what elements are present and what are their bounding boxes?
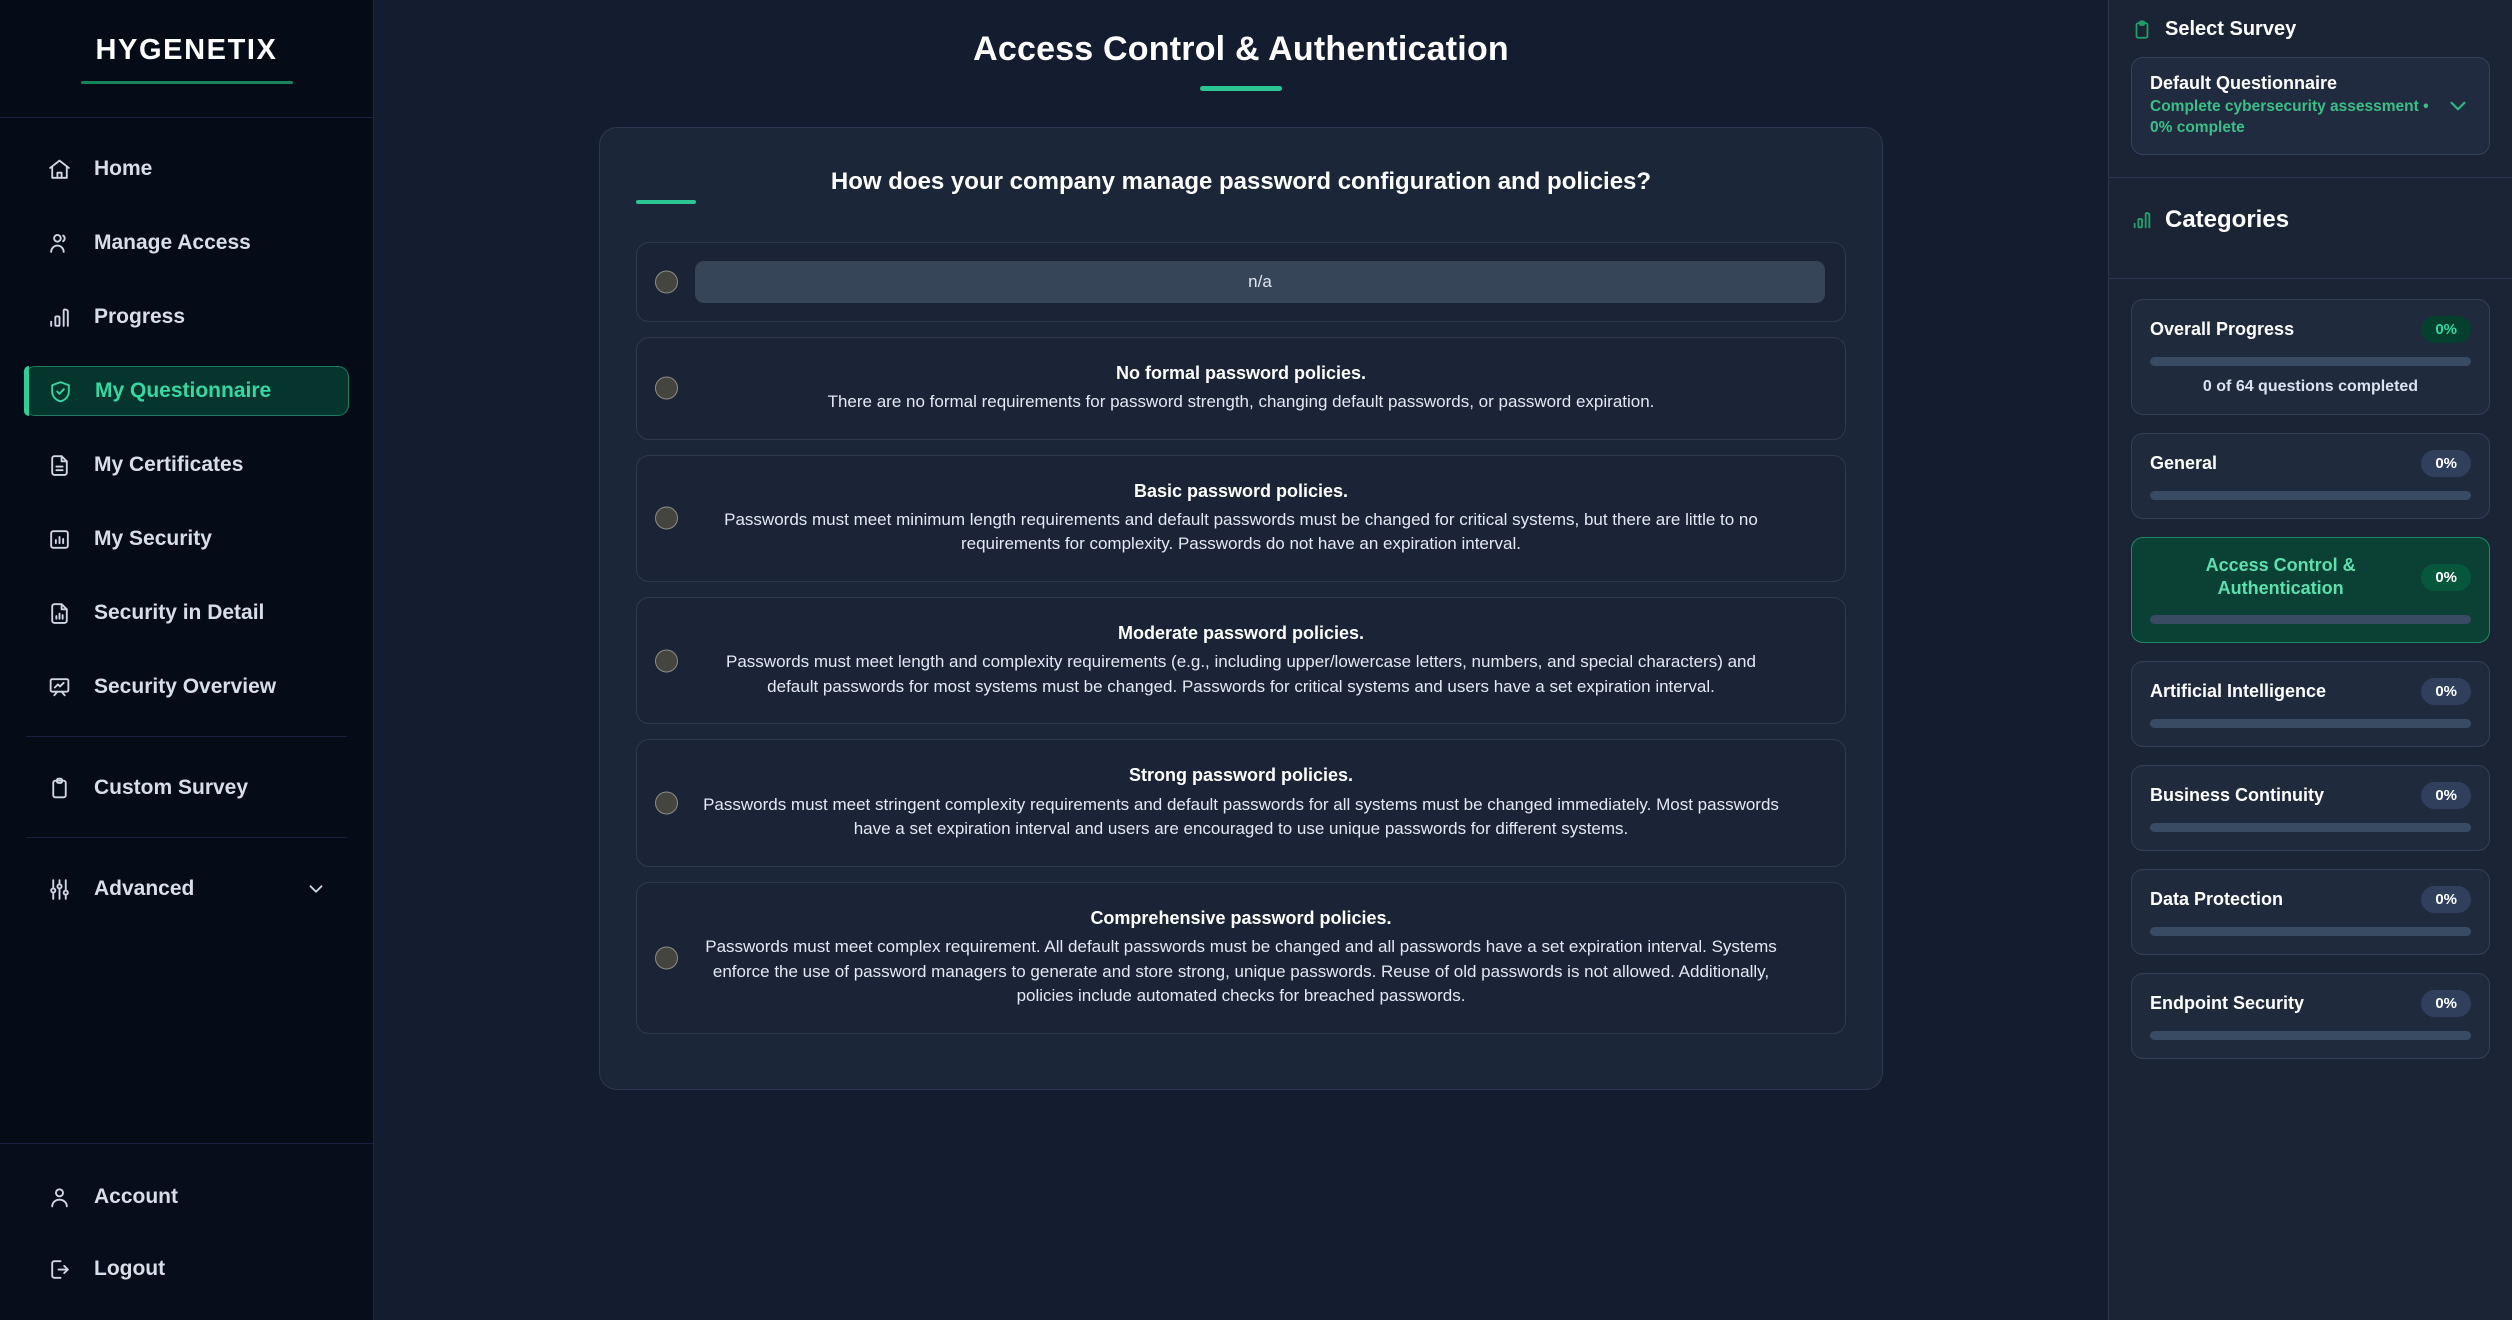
bar-chart-icon	[46, 304, 72, 330]
category-row	[2150, 990, 2471, 1017]
question-text: How does your company manage password configuration and policies?	[830, 168, 1652, 195]
sidebar-item-label: Advanced	[94, 877, 195, 900]
answer-option-description: Passwords must meet length and complexity requirements (e.g., including upper/lowercase letters, numbers, and special characters) and default passwords for most systems must be changed. Passwords for critical systems and users have a set expiration interval.	[726, 652, 1756, 696]
category-percent-badge: 0%	[2421, 886, 2471, 913]
answer-option[interactable]	[636, 882, 1846, 1034]
category-name: Artificial Intelligence	[2150, 680, 2327, 701]
question-card	[599, 127, 1883, 1090]
overall-progress-sub: 0 of 64 questions completed	[2202, 377, 2419, 395]
answer-option[interactable]	[636, 337, 1846, 440]
clipboard-icon	[2131, 19, 2153, 41]
brand-header	[0, 0, 373, 118]
category-percent-badge: 0%	[2421, 782, 2471, 809]
sidebar-item-advanced[interactable]	[24, 864, 349, 914]
sidebar-item-label: Progress	[94, 305, 186, 328]
answer-option-title: No formal password policies.	[1115, 363, 1367, 383]
brand-underline	[81, 81, 293, 84]
survey-select-texts	[2150, 73, 2435, 139]
logout-icon	[46, 1256, 72, 1282]
category-card-business-continuity[interactable]	[2131, 765, 2490, 851]
sidebar-item-label: My Security	[94, 527, 212, 550]
categories-list[interactable]	[2109, 278, 2512, 1320]
categories-header	[2109, 178, 2512, 278]
sidebar-item-manage-access[interactable]	[24, 218, 349, 268]
file-chart-icon	[46, 600, 72, 626]
bar-chart-icon	[2131, 209, 2153, 231]
sidebar-nav-primary	[0, 144, 373, 712]
category-card-data-protection[interactable]	[2131, 869, 2490, 955]
sidebar-item-label: Custom Survey	[94, 776, 249, 799]
brand-title: HYGENETIX	[95, 33, 278, 66]
document-icon	[46, 452, 72, 478]
answer-option-description: Passwords must meet minimum length requirements and default passwords must be changed for critical systems, but there are little to no requirements for complexity. Passwords do not have an expiration interval.	[724, 509, 1758, 554]
category-percent-badge: 0%	[2421, 564, 2471, 591]
answer-option[interactable]	[636, 455, 1846, 582]
sidebar-item-progress[interactable]	[24, 292, 349, 342]
sidebar-item-my-security[interactable]	[24, 514, 349, 564]
sidebar-nav-advanced	[0, 864, 373, 914]
categories-header-row	[2131, 206, 2490, 234]
sidebar-item-home[interactable]	[24, 144, 349, 194]
category-card-artificial-intelligence[interactable]	[2131, 661, 2490, 747]
answer-option-title: Comprehensive password policies.	[1090, 907, 1392, 928]
sidebar-item-my-certificates[interactable]	[24, 440, 349, 490]
category-name: Data Protection	[2150, 888, 2284, 909]
overall-progress-row	[2150, 316, 2471, 343]
sidebar-item-label: Security in Detail	[94, 601, 265, 624]
category-row	[2150, 886, 2471, 913]
question-text-wrap	[636, 158, 1846, 196]
select-survey-label: Select Survey	[2165, 18, 2297, 40]
radio-button[interactable]	[655, 271, 678, 294]
overall-progress-badge: 0%	[2421, 316, 2471, 343]
sidebar-item-my-questionnaire[interactable]	[24, 366, 349, 416]
category-progress-bar	[2150, 719, 2471, 728]
category-name: Endpoint Security	[2150, 992, 2305, 1013]
radio-button[interactable]	[655, 792, 678, 815]
category-name: Access Control & Authentication	[2205, 554, 2356, 599]
sidebar-item-security-in-detail[interactable]	[24, 588, 349, 638]
na-value-text: n/a	[1248, 272, 1272, 291]
sidebar-item-security-overview[interactable]	[24, 662, 349, 712]
page-title-underline	[1200, 86, 1282, 91]
shield-check-icon	[47, 378, 73, 404]
sidebar-item-custom-survey[interactable]	[24, 763, 349, 813]
sidebar-footer	[0, 1143, 373, 1320]
user-icon	[46, 1184, 72, 1210]
category-name: General	[2150, 452, 2218, 473]
radio-button[interactable]	[655, 649, 678, 672]
survey-select-dropdown[interactable]	[2131, 57, 2490, 155]
radio-button[interactable]	[655, 507, 678, 530]
sidebar-nav-secondary	[0, 763, 373, 813]
answer-option-na[interactable]	[636, 242, 1846, 322]
sidebar-item-label: My Certificates	[94, 453, 244, 476]
presentation-chart-icon	[46, 674, 72, 700]
sidebar-item-label: Logout	[94, 1257, 166, 1280]
home-icon	[46, 156, 72, 182]
clipboard-icon	[46, 775, 72, 801]
answer-option-title: Moderate password policies.	[1117, 623, 1365, 644]
survey-name: Default Questionnaire	[2150, 73, 2338, 93]
category-card-endpoint-security[interactable]	[2131, 973, 2490, 1059]
survey-subtitle: Complete cybersecurity assessment • 0% complete	[2150, 98, 2429, 136]
left-sidebar	[0, 0, 374, 1320]
sidebar-item-logout[interactable]	[24, 1244, 349, 1294]
chevron-down-icon[interactable]	[305, 878, 327, 900]
chevron-down-icon[interactable]	[2445, 93, 2471, 119]
sidebar-item-label: My Questionnaire	[95, 379, 272, 402]
right-panel	[2108, 0, 2512, 1320]
category-row	[2150, 782, 2471, 809]
category-row	[2150, 450, 2471, 477]
answer-option-description: There are no formal requirements for password strength, changing default passwords, or password expiration.	[827, 392, 1655, 412]
sidebar-item-account[interactable]	[24, 1172, 349, 1222]
category-progress-bar	[2150, 491, 2471, 500]
question-underline	[636, 200, 696, 204]
page-title: Access Control & Authentication	[973, 30, 1509, 68]
sliders-icon	[46, 876, 72, 902]
category-percent-badge: 0%	[2421, 678, 2471, 705]
select-survey-header	[2131, 18, 2490, 41]
users-icon	[46, 230, 72, 256]
category-name: Business Continuity	[2150, 784, 2325, 805]
chart-box-icon	[46, 526, 72, 552]
category-row	[2150, 554, 2471, 601]
category-progress-bar	[2150, 615, 2471, 624]
answer-option-title: Basic password policies.	[1133, 480, 1349, 501]
answer-option[interactable]	[636, 597, 1846, 724]
sidebar-item-label: Home	[94, 157, 153, 180]
radio-button[interactable]	[655, 946, 678, 969]
category-card-access-control-authentication[interactable]	[2131, 537, 2490, 643]
overall-progress-label: Overall Progress	[2150, 318, 2295, 339]
answer-option[interactable]	[636, 739, 1846, 866]
answer-option-description: Passwords must meet stringent complexity requirements and default passwords for all systems must be changed immediately. Most passwords have a set expiration interval and users are encouraged to use unique passwords for different systems.	[703, 794, 1779, 839]
category-progress-bar	[2150, 927, 2471, 936]
category-card-general[interactable]	[2131, 433, 2490, 519]
answer-option-title: Strong password policies.	[1128, 765, 1354, 786]
answer-option-description: Passwords must meet complex requirement. All default passwords must be changed and all passwords have a set expiration interval. Systems enforce the use of password managers to generate and store strong, unique passwords. Reuse of old passwords is not allowed. Additionally, policies include automated checks for breached passwords.	[705, 936, 1777, 1006]
category-row	[2150, 678, 2471, 705]
main-content	[374, 0, 2108, 1320]
na-value-box[interactable]	[695, 261, 1825, 303]
radio-button[interactable]	[655, 377, 678, 400]
sidebar-divider-2	[26, 837, 347, 838]
overall-progress-bar	[2150, 357, 2471, 366]
category-progress-bar	[2150, 823, 2471, 832]
overall-progress-card	[2131, 299, 2490, 415]
category-percent-badge: 0%	[2421, 450, 2471, 477]
sidebar-item-label: Security Overview	[94, 675, 277, 698]
answer-options-list	[636, 242, 1846, 1034]
category-progress-bar	[2150, 1031, 2471, 1040]
select-survey-section	[2109, 0, 2512, 177]
page-header	[374, 0, 2108, 91]
categories-label: Categories	[2165, 205, 2290, 233]
category-percent-badge: 0%	[2421, 990, 2471, 1017]
sidebar-item-label: Manage Access	[94, 231, 251, 254]
sidebar-nav	[0, 118, 373, 1143]
sidebar-item-label: Account	[94, 1185, 178, 1208]
sidebar-divider-1	[26, 736, 347, 737]
